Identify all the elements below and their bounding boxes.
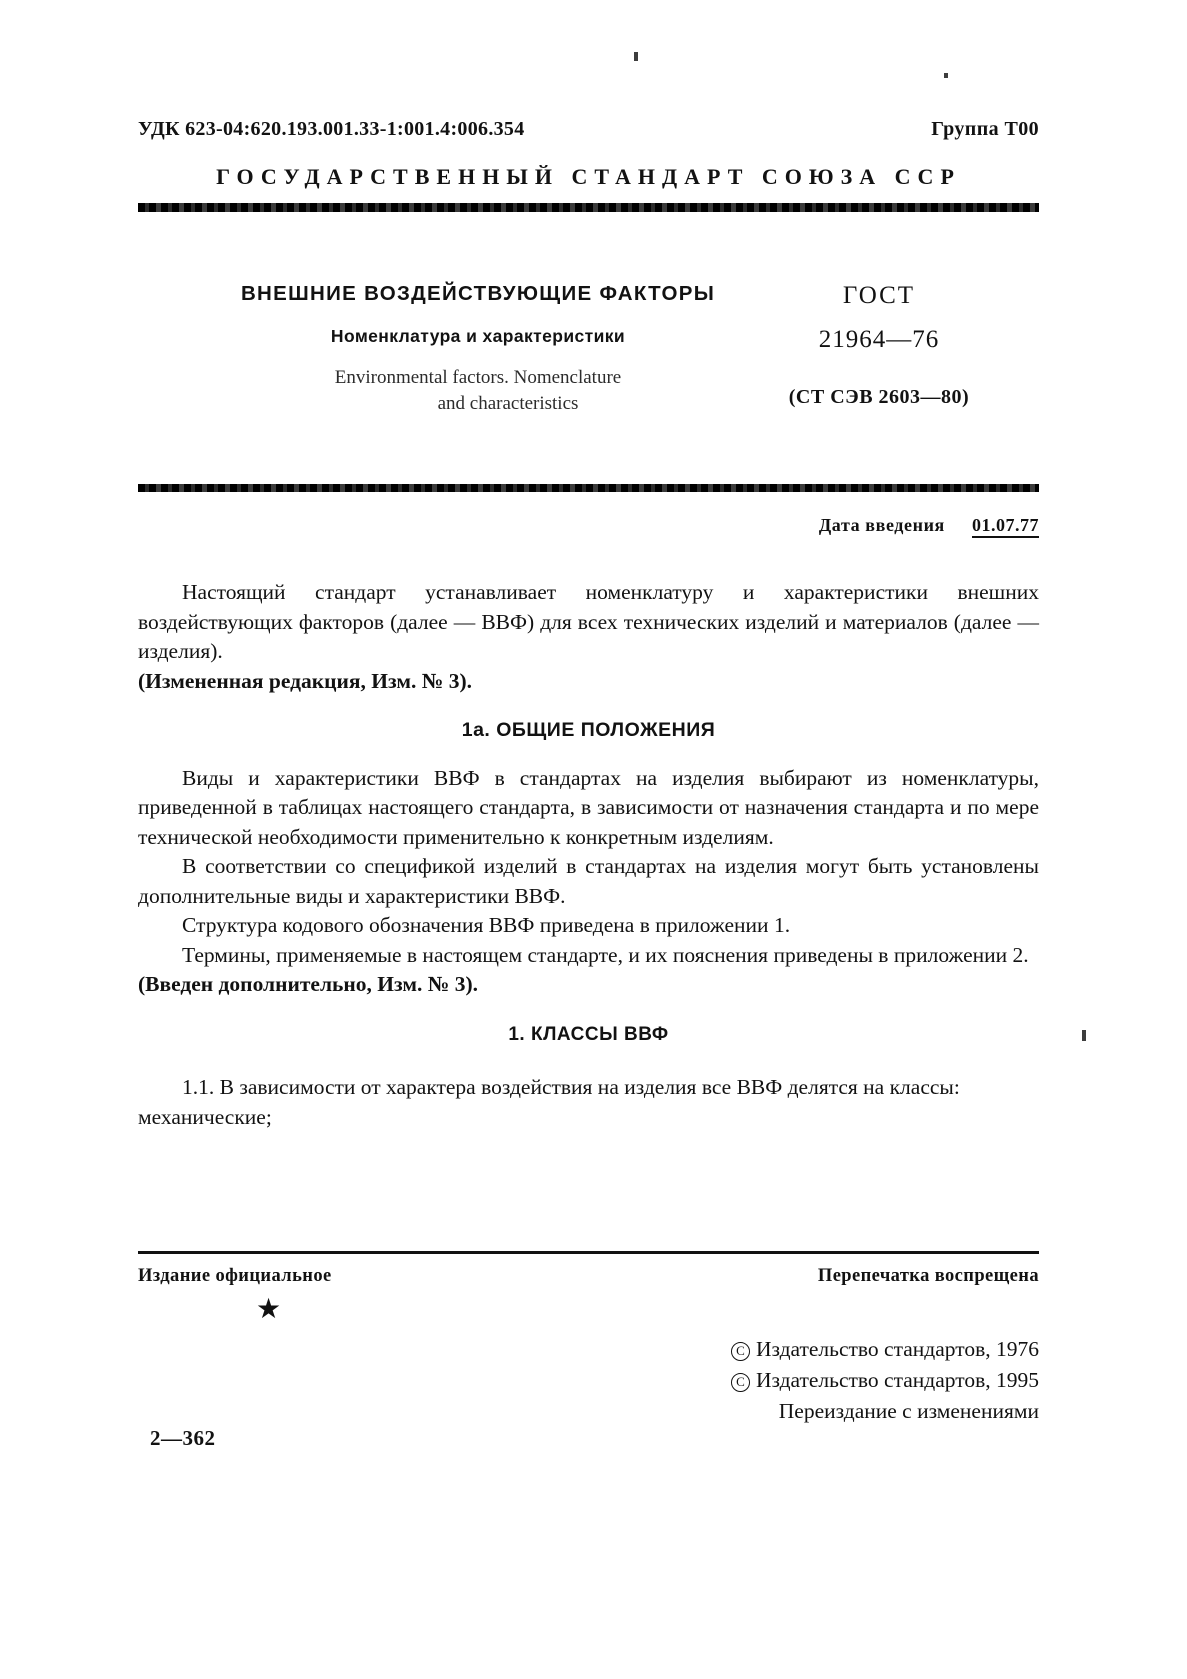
section-heading-general: 1а. ОБЩИЕ ПОЛОЖЕНИЯ: [461, 719, 716, 741]
st-sev-code: (СТ СЭВ 2603—80): [788, 386, 970, 408]
group-code: Группа Т00: [931, 118, 1039, 140]
divider-top: [138, 203, 1039, 212]
title-right: [719, 282, 1039, 409]
edition-label: Издание официальное: [138, 1266, 332, 1286]
page-content: [138, 0, 1039, 1679]
copyright-line-1: [731, 1334, 1039, 1365]
footer-divider: [138, 1251, 1039, 1254]
paragraph-5-note: (Введен дополнительно, Изм. № 3).: [138, 972, 479, 996]
scan-artifact: [1082, 1030, 1086, 1041]
english-title-line1: Environmental factors. Nomenclature: [334, 367, 622, 388]
star-icon: ★: [256, 1294, 282, 1325]
udk-code: УДК 623-04:620.193.001.33-1:001.4:006.354: [138, 118, 525, 140]
copyright-line-2: [731, 1365, 1039, 1396]
reprint-label: Перепечатка воспрещена: [817, 1266, 1039, 1286]
gost-label: ГОСТ: [842, 282, 916, 309]
footer-row: [138, 1266, 1039, 1287]
introduction-date: [819, 515, 1039, 536]
copyright-text-1: Издательство стандартов, 1976: [755, 1337, 1039, 1361]
paragraph-2: Виды и характеристики ВВФ в стандартах на изделия выбирают из номенклатуры, приведенной в таблицах настоящего стандарта, в зависимости от назначения стандарта и по мере технической необходимости применительно к конкретным изделиям.: [138, 765, 1039, 849]
udk-row: [138, 118, 1039, 141]
paragraph-1: Настоящий стандарт устанавливает номенклатуру и характеристики внешних воздействующих факторов (далее — ВВФ) для всех технических изделий и материалов (далее — изделия).: [138, 580, 1039, 663]
section-heading-classes: 1. КЛАССЫ ВВФ: [508, 1023, 669, 1045]
introduction-date-label: Дата введения: [818, 515, 945, 535]
paragraph-5: Термины, применяемые в настоящем стандарте, и их пояснения приведены в приложении 2.: [182, 942, 1029, 967]
english-title: [148, 365, 808, 416]
paragraph-4: Структура кодового обозначения ВВФ приведена в приложении 1.: [182, 913, 791, 937]
standard-banner: ГОСУДАРСТВЕННЫЙ СТАНДАРТ СОЮЗА ССР: [216, 164, 961, 189]
copyright-block: [731, 1334, 1039, 1427]
english-title-line2: and characteristics: [437, 392, 579, 414]
copyright-icon: C: [731, 1342, 750, 1361]
body-text: [138, 578, 1039, 1132]
copyright-icon: C: [731, 1373, 750, 1392]
paragraph-3: В соответствии со спецификой изделий в стандартах на изделия могут быть установлены дополнительные виды и характеристики ВВФ.: [138, 854, 1039, 908]
page-number: 2—362: [150, 1426, 216, 1450]
paragraph-6: 1.1. В зависимости от характера воздействия на изделия все ВВФ делятся на классы:: [182, 1075, 960, 1099]
document-subtitle: Номенклатура и характеристики: [330, 326, 626, 346]
title-left: [148, 282, 808, 416]
title-block: [138, 282, 1039, 432]
copyright-text-2: Издательство стандартов, 1995: [755, 1368, 1039, 1392]
introduction-date-value: 01.07.77: [972, 515, 1039, 538]
document-title: ВНЕШНИЕ ВОЗДЕЙСТВУЮЩИЕ ФАКТОРЫ: [240, 282, 716, 305]
paragraph-1-note: (Измененная редакция, Изм. № 3).: [138, 668, 472, 693]
reissue-line: Переиздание с изменениями: [778, 1399, 1039, 1423]
gost-number: 21964—76: [818, 326, 940, 353]
divider-bottom: [138, 484, 1039, 492]
paragraph-7: механические;: [138, 1104, 272, 1129]
